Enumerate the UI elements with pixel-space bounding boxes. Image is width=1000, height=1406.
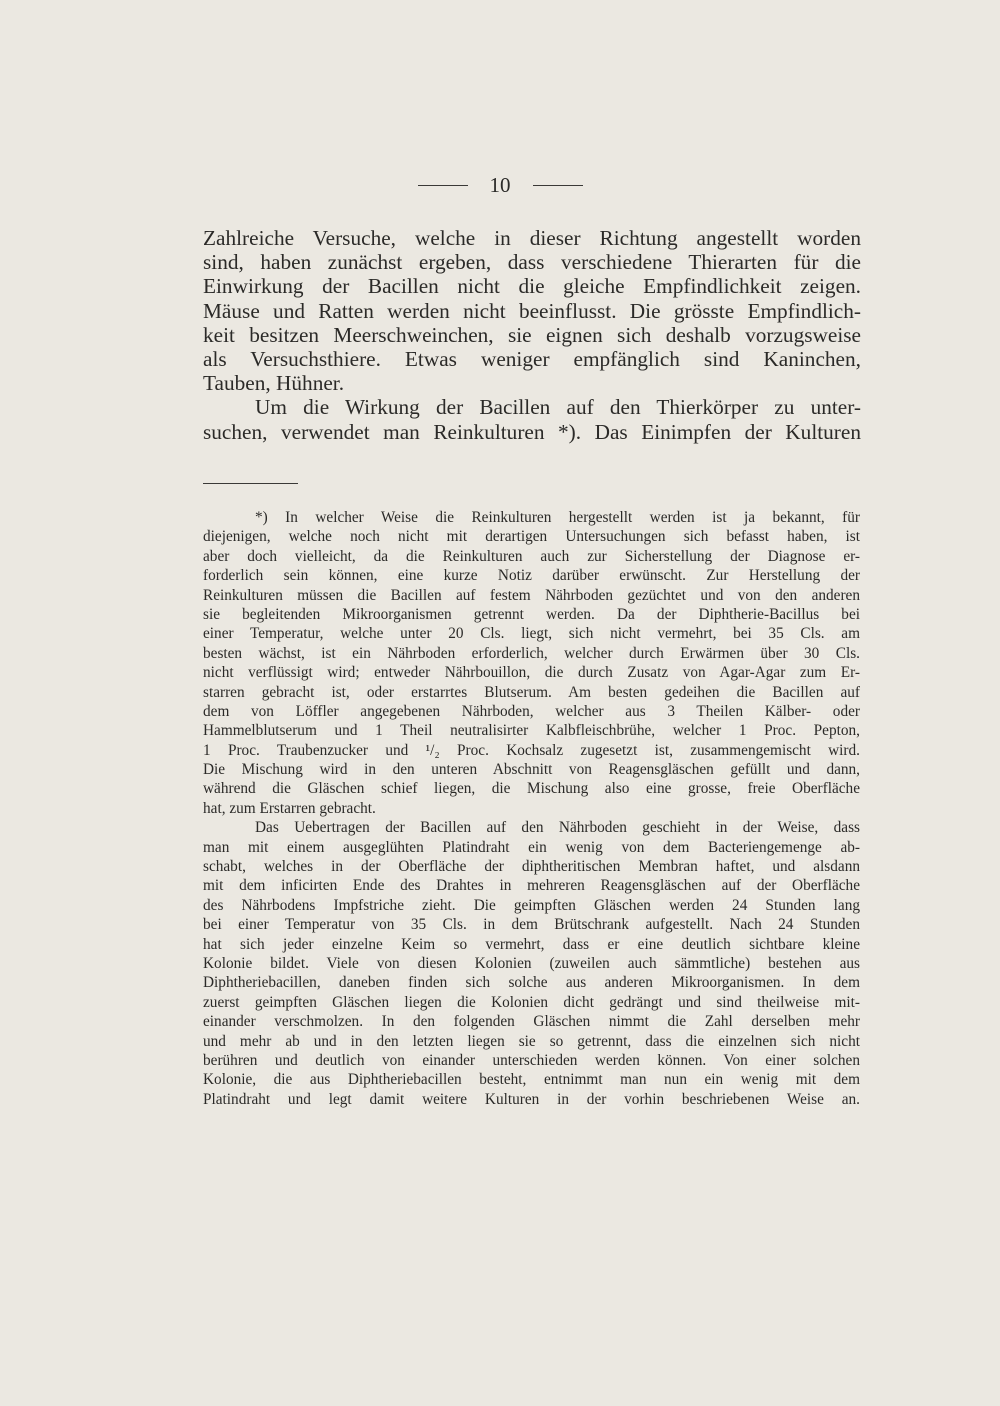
- main-text: [203, 226, 861, 444]
- footnote: [203, 508, 860, 1109]
- footnote-line: Kolonie, die aus Diphtheriebacillen besteht, entnimmt man nun ein wenig mit dem: [203, 1071, 860, 1089]
- footnote-line: *) In welcher Weise die Reinkulturen hergestellt werden ist ja bekannt, für: [255, 509, 860, 526]
- footnote-line: Platindraht und legt damit weitere Kulturen in der vorhin beschriebenen Weise an.: [203, 1090, 860, 1108]
- footnote-line: einander verschmolzen. In den folgenden Gläschen nimmt die Zahl derselben mehr: [203, 1013, 860, 1031]
- footnote-line: aber doch vielleicht, da die Reinkulturen auch zur Sicherstellung der Diagnose er-: [203, 547, 860, 565]
- main-text-line: Tauben, Hühner.: [203, 371, 345, 396]
- main-text-line: Mäuse und Ratten werden nicht beeinflusst. Die grösste Empfindlich-: [203, 298, 861, 323]
- footnote-line: starren gebracht ist, oder erstarrtes Blutserum. Am besten gedeihen die Bacillen auf: [203, 683, 860, 701]
- page-number: 10: [489, 173, 511, 197]
- footnote-line: schabt, welches in der Oberfläche der diphtheritischen Membran haftet, und alsdann: [203, 858, 860, 876]
- footnote-line: bei einer Temperatur von 35 Cls. in dem Brütschrank aufgestellt. Nach 24 Stunden: [203, 916, 860, 934]
- header-dash-right: [533, 185, 583, 186]
- footnote-line: dem von Löffler angegebenen Nährboden, welcher aus 3 Theilen Kälber- oder: [203, 702, 860, 720]
- footnote-line: hat sich jeder einzelne Keim so vermehrt, dass er eine deutlich sichtbare kleine: [203, 935, 860, 953]
- footnote-line: Hammelblutserum und 1 Theil neutralisirter Kalbfleischbrühe, welcher 1 Proc. Pepton,: [203, 722, 860, 740]
- footnote-line: zuerst geimpften Gläschen liegen die Kolonien dicht gedrängt und sind theilweise mit-: [203, 993, 860, 1011]
- main-text-line: suchen, verwendet man Reinkulturen *). Das Einimpfen der Kulturen: [203, 419, 861, 444]
- footnote-line: Das Uebertragen der Bacillen auf den Nährboden geschieht in der Weise, dass: [255, 819, 860, 837]
- footnote-line: während die Gläschen schief liegen, die Mischung also eine grosse, freie Oberfläche: [203, 780, 860, 798]
- footnote-line: nicht verflüssigt wird; entweder Nährbouillon, die durch Zusatz von Agar-Agar zum Er-: [203, 664, 860, 682]
- footnote-line: Diphtheriebacillen, daneben finden sich solche aus anderen Mikroorganismen. In dem: [203, 974, 860, 992]
- footnote-line: Kolonie bildet. Viele von diesen Kolonien (zuweilen auch sämmtliche) bestehen aus: [203, 954, 860, 972]
- main-text-line: Um die Wirkung der Bacillen auf den Thierkörper zu unter-: [255, 395, 861, 420]
- footnote-line: sie begleitenden Mikroorganismen getrennt werden. Da der Diphtherie-Bacillus bei: [203, 605, 860, 623]
- footnote-line: des Nährbodens Impfstriche zieht. Die geimpften Gläschen werden 24 Stunden lang: [203, 896, 860, 914]
- footnote-separator: [203, 483, 298, 484]
- footnote-line: 1 Proc. Traubenzucker und ¹/₂ Proc. Kochsalz zugesetzt ist, zusammengemischt wird.: [203, 741, 860, 759]
- main-text-line: sind, haben zunächst ergeben, dass verschiedene Thierarten für die: [203, 250, 861, 275]
- footnote-line: forderlich sein können, eine kurze Notiz darüber erwünscht. Zur Herstellung der: [203, 567, 860, 585]
- footnote-line: Die Mischung wird in den unteren Abschnitt von Reagensgläschen gefüllt und dann,: [203, 761, 860, 779]
- footnote-line: mit dem inficirten Ende des Drahtes in mehreren Reagensgläschen auf der Oberfläche: [203, 877, 860, 895]
- page-header: [0, 172, 1000, 198]
- footnote-line: einer Temperatur, welche unter 20 Cls. liegt, sich nicht vermehrt, bei 35 Cls. am: [203, 625, 860, 643]
- main-text-line: Einwirkung der Bacillen nicht die gleiche Empfindlichkeit zeigen.: [203, 274, 861, 299]
- footnote-line: man mit einem ausgeglühten Platindraht ein wenig von dem Bacteriengemenge ab-: [203, 838, 860, 856]
- main-text-line: Zahlreiche Versuche, welche in dieser Richtung angestellt worden: [203, 226, 861, 250]
- header-dash-left: [418, 185, 468, 186]
- footnote-line: diejenigen, welche noch nicht mit derartigen Untersuchungen sich befasst haben, ist: [203, 528, 860, 546]
- main-text-line: als Versuchsthiere. Etwas weniger empfänglich sind Kaninchen,: [203, 346, 861, 371]
- main-text-line: keit besitzen Meerschweinchen, sie eignen sich deshalb vorzugsweise: [203, 322, 861, 347]
- footnote-line: und mehr ab und in den letzten liegen sie so getrennt, dass die einzelnen sich nicht: [203, 1032, 860, 1050]
- footnote-line: berühren und deutlich von einander unterschieden werden können. Von einer solchen: [203, 1051, 860, 1069]
- footnote-line: Reinkulturen müssen die Bacillen auf festem Nährboden gezüchtet und von den anderen: [203, 586, 860, 604]
- footnote-line: hat, zum Erstarren gebracht.: [203, 799, 376, 817]
- footnote-line: besten wächst, ist ein Nährboden erforderlich, welcher durch Erwärmen über 30 Cls.: [203, 644, 860, 662]
